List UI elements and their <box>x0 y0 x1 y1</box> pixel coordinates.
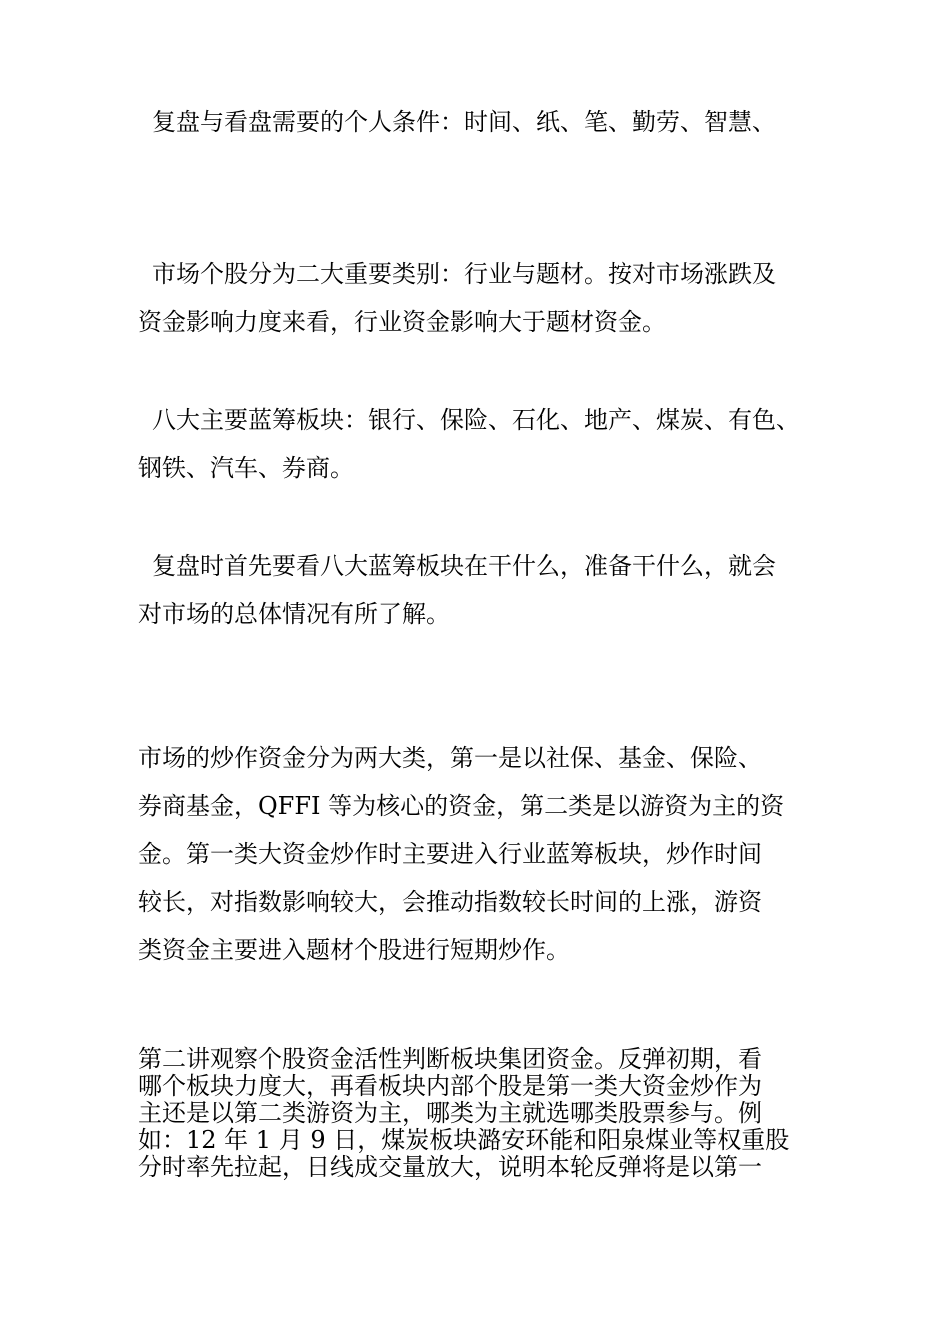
text-line: 分时率先拉起，日线成交量放大，说明本轮反弹将是以第一 <box>138 1153 762 1181</box>
text-line: 市场个股分为二大重要类别：行业与题材。按对市场涨跌及 <box>152 260 776 288</box>
text-line: 市场的炒作资金分为两大类，第一是以社保、基金、保险、 <box>138 744 762 772</box>
text-line: 资金影响力度来看，行业资金影响大于题材资金。 <box>138 308 666 336</box>
paragraph-review-first <box>138 542 838 638</box>
text-line: 对市场的总体情况有所了解。 <box>138 600 450 628</box>
text-line: 较长，对指数影响较大，会推动指数较长时间的上涨，游资 <box>138 888 762 916</box>
text-line: 钢铁、汽车、券商。 <box>138 454 354 482</box>
paragraph-lecture-two <box>138 1046 838 1181</box>
text-line: 复盘时首先要看八大蓝筹板块在干什么，准备干什么，就会 <box>152 552 776 580</box>
text-line: 类资金主要进入题材个股进行短期炒作。 <box>138 936 570 964</box>
text-line: 第二讲观察个股资金活性判断板块集团资金。反弹初期，看 <box>138 1045 762 1073</box>
text-line: 如：12 年 1 月 9 日，煤炭板块潞安环能和阳泉煤业等权重股 <box>138 1126 790 1154</box>
paragraph-personal-conditions <box>138 104 852 140</box>
paragraph-bluechip-sectors <box>138 396 838 492</box>
text-line: 金。第一类大资金炒作时主要进入行业蓝筹板块，炒作时间 <box>138 840 762 868</box>
paragraph-stock-categories <box>138 250 838 346</box>
text-line: 哪个板块力度大，再看板块内部个股是第一类大资金炒作为 <box>138 1072 762 1100</box>
text-line: 八大主要蓝筹板块：银行、保险、石化、地产、煤炭、有色、 <box>152 406 800 434</box>
text-line: 复盘与看盘需要的个人条件：时间、纸、笔、勤劳、智慧、 <box>152 108 776 136</box>
paragraph-capital-types <box>138 734 838 974</box>
text-line: 主还是以第二类游资为主，哪类为主就选哪类股票参与。例 <box>138 1099 762 1127</box>
text-line: 券商基金，QFFI 等为核心的资金，第二类是以游资为主的资 <box>138 792 785 820</box>
